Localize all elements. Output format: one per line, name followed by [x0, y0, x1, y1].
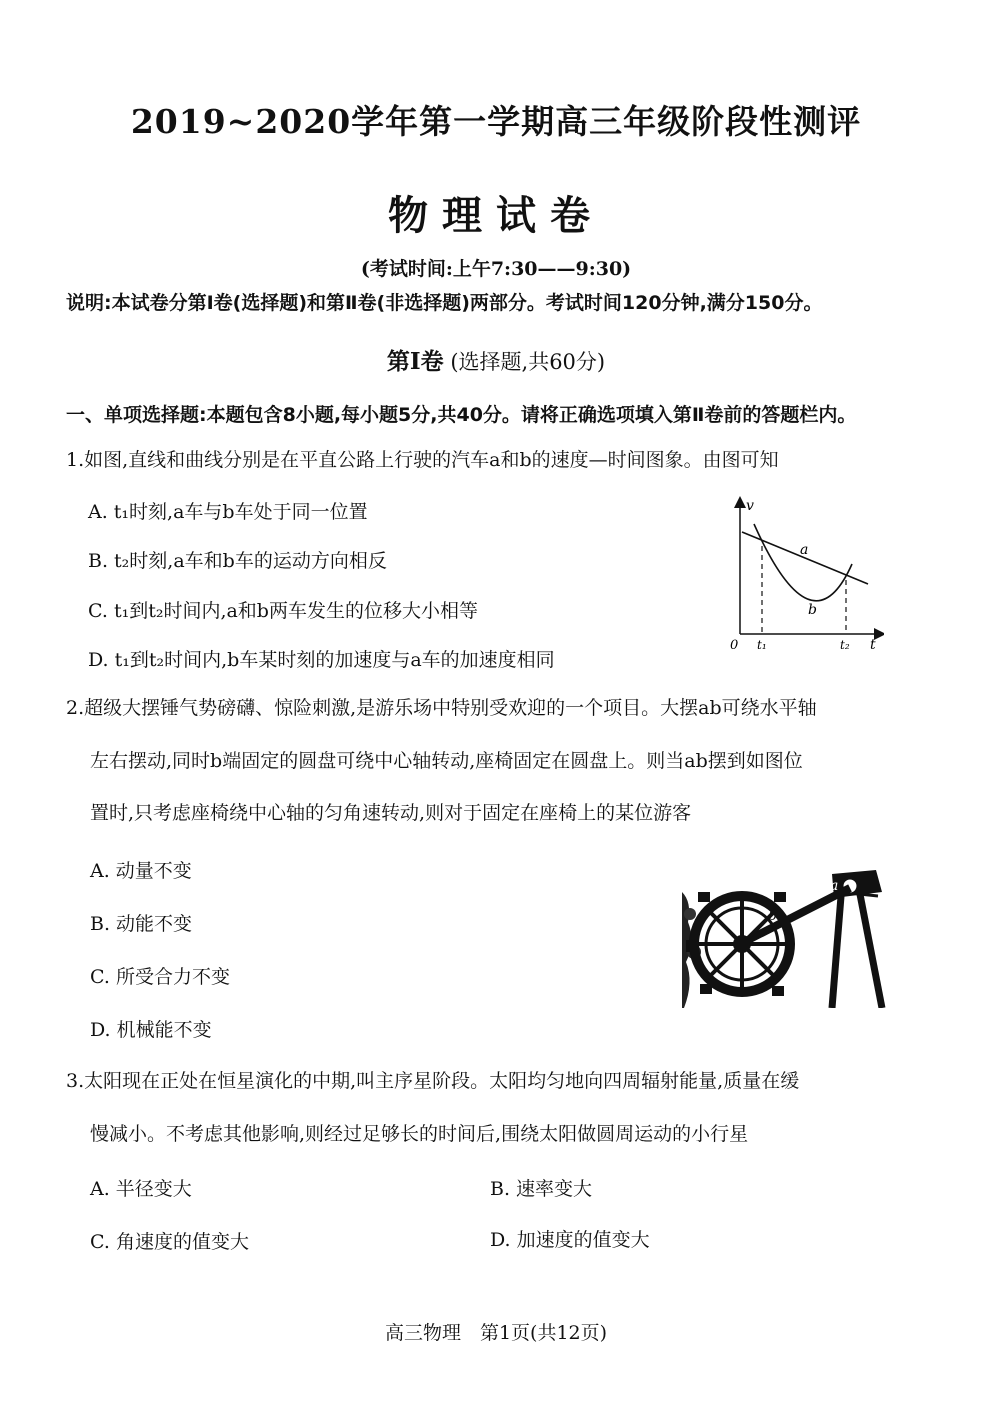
exam-note: 说明:本试卷分第Ⅰ卷(选择题)和第Ⅱ卷(非选择题)两部分。考试时间120分钟,满分150分。 [66, 292, 823, 314]
subject-title: 物理试卷 [388, 192, 604, 239]
q3-stem-line1: 3.太阳现在正处在恒星演化的中期,叫主序星阶段。太阳均匀地向四周辐射能量,质量在缓 [66, 1070, 800, 1092]
q2-stem-line1: 2.超级大摆锤气势磅礴、惊险刺激,是游乐场中特别受欢迎的一个项目。大摆ab可绕水平轴 [66, 697, 817, 719]
q1-option-c: C. t₁到t₂时间内,a和b两车发生的位移大小相等 [88, 600, 478, 622]
q2-option-d: D. 机械能不变 [90, 1019, 212, 1041]
q2-option-c: C. 所受合力不变 [90, 966, 230, 988]
q2-stem-line3: 置时,只考虑座椅绕中心轴的匀角速转动,则对于固定在座椅上的某位游客 [90, 802, 692, 824]
vt-graph [724, 494, 884, 654]
t2-label: t₂ [840, 638, 850, 652]
v-label: v [746, 498, 754, 514]
pendulum-ride-photo [682, 862, 896, 1008]
page-footer: 高三物理 第1页(共12页) [384, 1322, 608, 1344]
photo-label-b: b [768, 908, 777, 924]
part-desc: (选择题,共60分) [450, 350, 606, 374]
origin-label: 0 [730, 638, 739, 653]
part-label: 第Ⅰ卷 [386, 348, 444, 375]
section-heading: 一、单项选择题:本题包含8小题,每小题5分,共40分。请将正确选项填入第Ⅱ卷前的答题栏内。 [66, 404, 857, 426]
q3-option-d: D. 加速度的值变大 [490, 1229, 650, 1251]
t1-label: t₁ [757, 638, 767, 652]
q3-option-c: C. 角速度的值变大 [90, 1231, 249, 1253]
q1-option-a: A. t₁时刻,a车与b车处于同一位置 [88, 501, 368, 523]
photo-label-a: a [830, 878, 839, 894]
q3-option-b: B. 速率变大 [490, 1178, 593, 1200]
q2-option-b: B. 动能不变 [90, 913, 193, 935]
q1-stem: 1.如图,直线和曲线分别是在平直公路上行驶的汽车a和b的速度—时间图象。由图可知 [66, 449, 779, 471]
t-label: t [870, 637, 876, 653]
curve-b [754, 524, 852, 601]
q1-option-d: D. t₁到t₂时间内,b车某时刻的加速度与a车的加速度相同 [88, 649, 555, 671]
q3-stem-line2: 慢减小。不考虑其他影响,则经过足够长的时间后,围绕太阳做圆周运动的小行星 [90, 1123, 749, 1145]
q3-option-a: A. 半径变大 [90, 1178, 192, 1200]
q1-option-b: B. t₂时刻,a车和b车的运动方向相反 [88, 550, 387, 572]
exam-title: 2019~2020学年第一学期高三年级阶段性测评 [130, 102, 862, 141]
q2-option-a: A. 动量不变 [90, 860, 192, 882]
a-label: a [800, 542, 809, 558]
part-heading [0, 343, 992, 376]
q2-stem-line2: 左右摆动,同时b端固定的圆盘可绕中心轴转动,座椅固定在圆盘上。则当ab摆到如图位 [90, 750, 803, 772]
exam-time: (考试时间:上午7:30——9:30) [360, 258, 632, 280]
b-label: b [808, 602, 817, 618]
